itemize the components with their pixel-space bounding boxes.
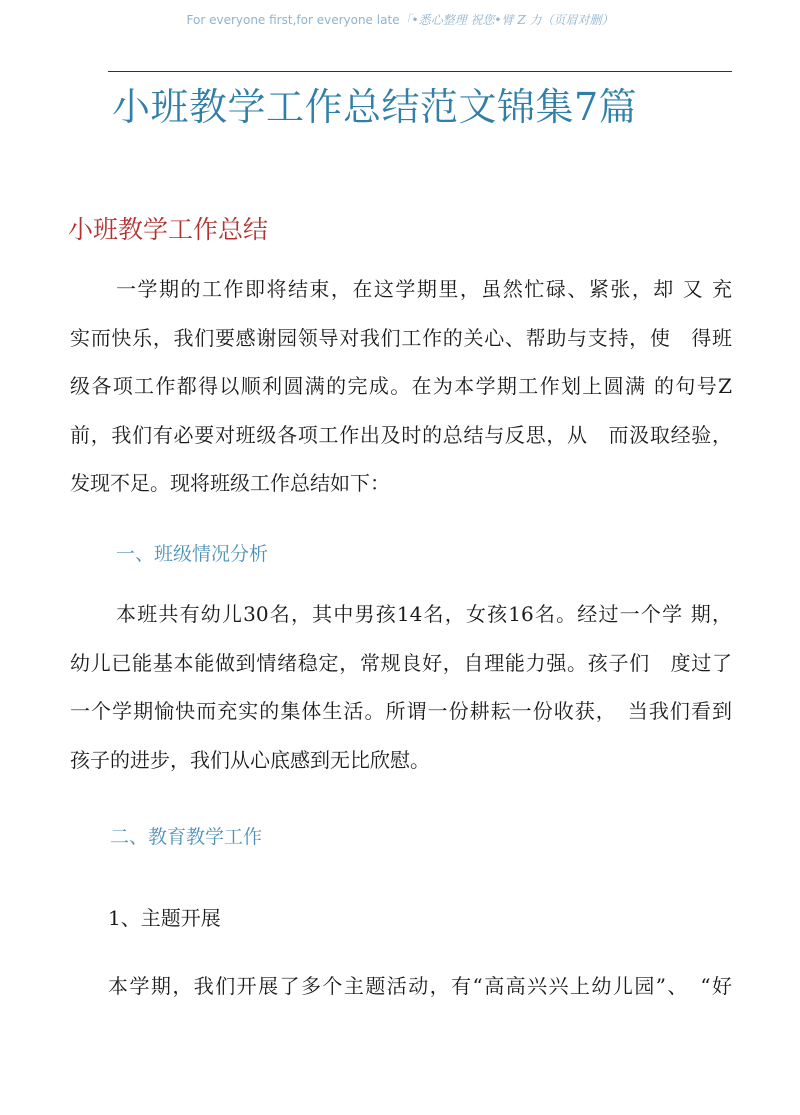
item-heading-theme: 1、主题开展 [108, 906, 221, 930]
paragraph-line: 前，我们有必要对班级各项工作出及时的总结与反思，从 而汲取经验， [70, 422, 732, 447]
header-note-chinese: 「•悉心整理 祝您•臂 Z 力（页眉对删） [399, 13, 614, 27]
page-header-note [0, 11, 800, 28]
header-note-english: For everyone first,for everyone late [186, 13, 400, 27]
header-divider [108, 71, 732, 72]
paragraph-line: 本学期，我们开展了多个主题活动，有“高高兴兴上幼儿园”、 “好 [108, 974, 732, 998]
paragraph-line: 实而快乐，我们要感谢园领导对我们工作的关心、帮助与支持，使 得班 [70, 325, 732, 350]
paragraph-line: 一学期的工作即将结束，在这学期里，虽然忙碌、紧张，却 又 充 [116, 277, 732, 301]
paragraph-line: 本班共有幼儿30名，其中男孩14名，女孩16名。经过一个学 期， [116, 602, 732, 626]
sub-heading-teaching-work: 二、教育教学工作 [110, 826, 263, 848]
class-analysis-paragraph [70, 590, 732, 784]
document-title: 小班教学工作总结范文锦集7篇 [112, 85, 638, 129]
intro-paragraph [70, 265, 732, 508]
paragraph-line: 孩子的进步，我们从心底感到无比欣慰。 [70, 747, 430, 772]
theme-paragraph [108, 962, 732, 1010]
paragraph-line: 发现不足。现将班级工作总结如下： [70, 471, 390, 496]
paragraph-line: 级各项工作都得以顺利圆满的完成。在为本学期工作划上圆满 的句号Z [70, 374, 732, 399]
paragraph-line: 一个学期愉快而充实的集体生活。所谓一份耕耘一份收获， 当我们看到 [70, 699, 732, 724]
paragraph-line: 幼儿已能基本能做到情绪稳定，常规良好，自理能力强。孩子们 度过了 [70, 650, 732, 675]
sub-heading-class-analysis: 一、班级情况分析 [116, 543, 269, 565]
section-title: 小班教学工作总结 [68, 215, 269, 244]
